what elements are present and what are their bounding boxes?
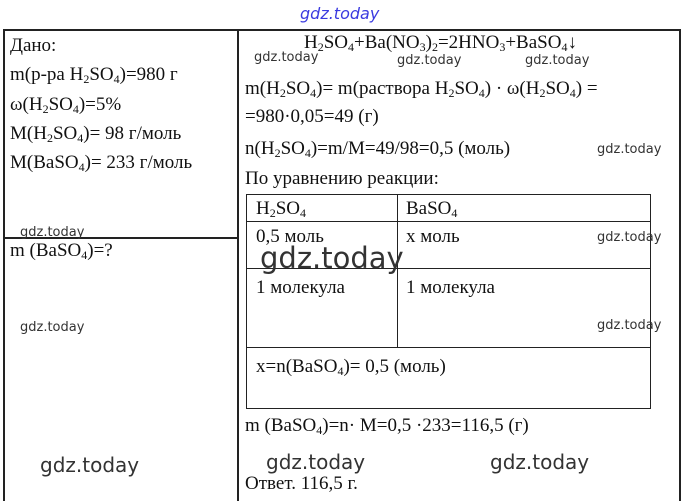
table-r2c1: 1 молекула <box>256 277 345 298</box>
table-header-baso4: BaSO$_4$ <box>406 198 458 220</box>
solution-line-3: $n(H_2SO_4)=m/M=49/98=0,5$ (моль) <box>245 138 511 160</box>
table-header-h2so4: $H_2SO_4$ <box>256 198 307 220</box>
watermark: gdz.today <box>254 50 319 65</box>
table-r2c2: 1 молекула <box>406 277 495 298</box>
watermark-medium: gdz.today <box>490 450 590 474</box>
watermark-medium: gdz.today <box>40 453 140 477</box>
reaction-equation: $H_2SO_4+Ba(NO_3)_2=2HNO_3+BaSO_4↓$ <box>304 32 577 54</box>
table-left <box>246 194 247 409</box>
frame-top <box>3 29 681 31</box>
given-line-1: m(р-ра $H_2SO_4)=980$ г <box>10 64 178 86</box>
watermark: gdz.today <box>525 53 590 68</box>
watermark: gdz.today <box>397 53 462 68</box>
watermark-top: gdz.today <box>300 4 380 23</box>
table-right <box>650 194 651 409</box>
table-r1c1: 0,5 моль <box>256 226 324 247</box>
find-line: m (BaSO$_4$)=? <box>10 240 113 262</box>
solution-line-2: =980·0,05=49 (г) <box>245 106 379 127</box>
frame-left <box>3 29 5 501</box>
table-row2-bottom <box>246 347 651 348</box>
table-r3: x=n(BaSO$_4$)= 0,5 (моль) <box>256 356 446 378</box>
table-r1c2: x моль <box>406 226 460 247</box>
given-line-4: M(BaSO$_4$)= 233 г/моль <box>10 152 193 174</box>
watermark: gdz.today <box>20 225 85 240</box>
by-equation-label: По уравнению реакции: <box>245 168 439 189</box>
table-header-bottom <box>246 221 651 222</box>
solution-line-4: m (BaSO$_4$)=n· M=0,5 ·233=116,5 (г) <box>245 415 529 437</box>
watermark: gdz.today <box>20 320 85 335</box>
table-top <box>246 194 651 195</box>
column-divider <box>237 29 239 501</box>
table-bottom <box>246 408 651 409</box>
frame-right <box>679 29 681 501</box>
watermark: gdz.today <box>597 142 662 157</box>
watermark: gdz.today <box>597 230 662 245</box>
given-line-2: $\omega(H_2SO_4)=5\%$ <box>10 94 122 116</box>
given-line-3: $M(H_2SO_4)= 98$ г/моль <box>10 123 182 145</box>
given-title: Дано: <box>10 35 57 56</box>
watermark-medium: gdz.today <box>266 450 366 474</box>
watermark-large: gdz.today <box>260 241 404 275</box>
watermark: gdz.today <box>597 318 662 333</box>
solution-line-1: $m(H_2SO_4)=$ m(раствора $H_2SO_4) \cdot \omega(H_2SO_4)$ = <box>245 78 598 100</box>
answer-line: Ответ. 116,5 г. <box>245 473 358 494</box>
